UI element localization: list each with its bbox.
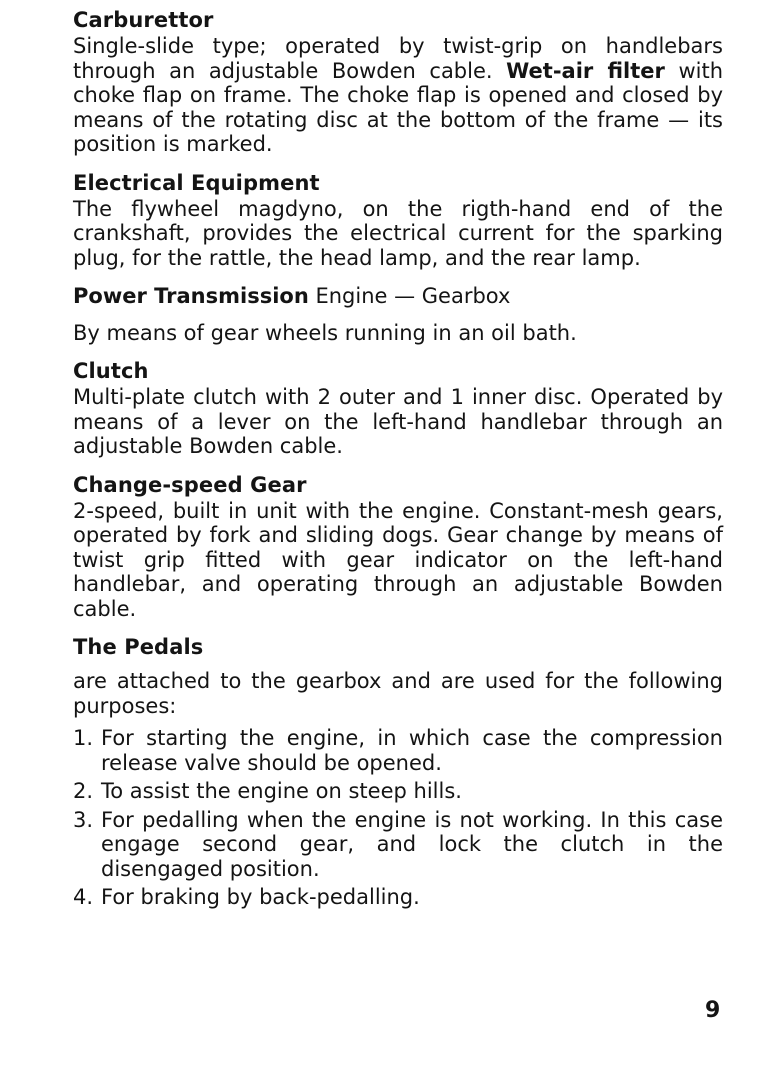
section-body: Multi-plate clutch with 2 outer and 1 inner disc. Operated by means of a lever on the left-hand handlebar through an adjustable Bowden cable.	[73, 385, 723, 458]
body-text: Single-slide type; operated by twist-grip on handlebars through an adjustable Bowden cable.	[73, 34, 723, 83]
list-item	[73, 726, 723, 775]
heading-suffix: Engine — Gearbox	[308, 284, 511, 308]
section-heading: Power Transmission	[73, 284, 309, 308]
list-item	[73, 885, 723, 910]
section-power-transmission	[73, 284, 723, 345]
section-change-speed-gear	[73, 473, 723, 622]
list-item	[73, 808, 723, 882]
list-item	[73, 779, 723, 804]
text-column	[73, 8, 723, 914]
list-number: 4.	[73, 885, 94, 909]
section-body: are attached to the gearbox and are used for the following purposes:	[73, 669, 723, 718]
section-heading: Electrical Equipment	[73, 170, 320, 195]
section-heading: Carburettor	[73, 8, 214, 32]
list-text: To assist the engine on steep hills.	[101, 779, 462, 803]
section-the-pedals	[73, 635, 723, 718]
section-carburettor	[73, 8, 723, 157]
list-text: For braking by back-pedalling.	[101, 885, 420, 909]
page-number: 9	[705, 998, 721, 1023]
list-number: 1.	[73, 726, 94, 750]
section-body: By means of gear wheels running in an oil bath.	[73, 320, 577, 345]
list-number: 3.	[73, 807, 94, 832]
section-body: 2-speed, built in unit with the engine. Constant-mesh gears, operated by fork and sliding dogs. Gear change by means of twist grip fitted with gear indicator on the left-hand handlebar, and operating through an adjustable Bowden cable.	[73, 498, 723, 621]
section-electrical-equipment	[73, 171, 723, 271]
bold-term: Wet-air filter	[506, 58, 665, 83]
section-heading-line	[73, 284, 723, 309]
section-body	[73, 34, 723, 157]
list-number: 2.	[73, 779, 94, 803]
pedal-purposes-list	[73, 726, 723, 910]
section-heading: The Pedals	[73, 635, 204, 659]
section-clutch	[73, 359, 723, 459]
section-body: The flywheel magdyno, on the rigth-hand end of the crankshaft, provides the electrical current for the sparking plug, for the rattle, the head lamp, and the rear lamp.	[73, 196, 723, 270]
list-text: For pedalling when the engine is not working. In this case engage second gear, and lock the clutch in the disengaged position.	[101, 807, 723, 881]
body-text: with choke flap on frame. The choke flap is opened and closed by means of the rotating disc at the bottom of the frame — its position is marked.	[73, 58, 724, 156]
section-heading: Clutch	[73, 359, 149, 383]
list-text: For starting the engine, in which case the compression release valve should be opened.	[101, 726, 723, 775]
section-heading: Change-speed Gear	[73, 472, 307, 497]
